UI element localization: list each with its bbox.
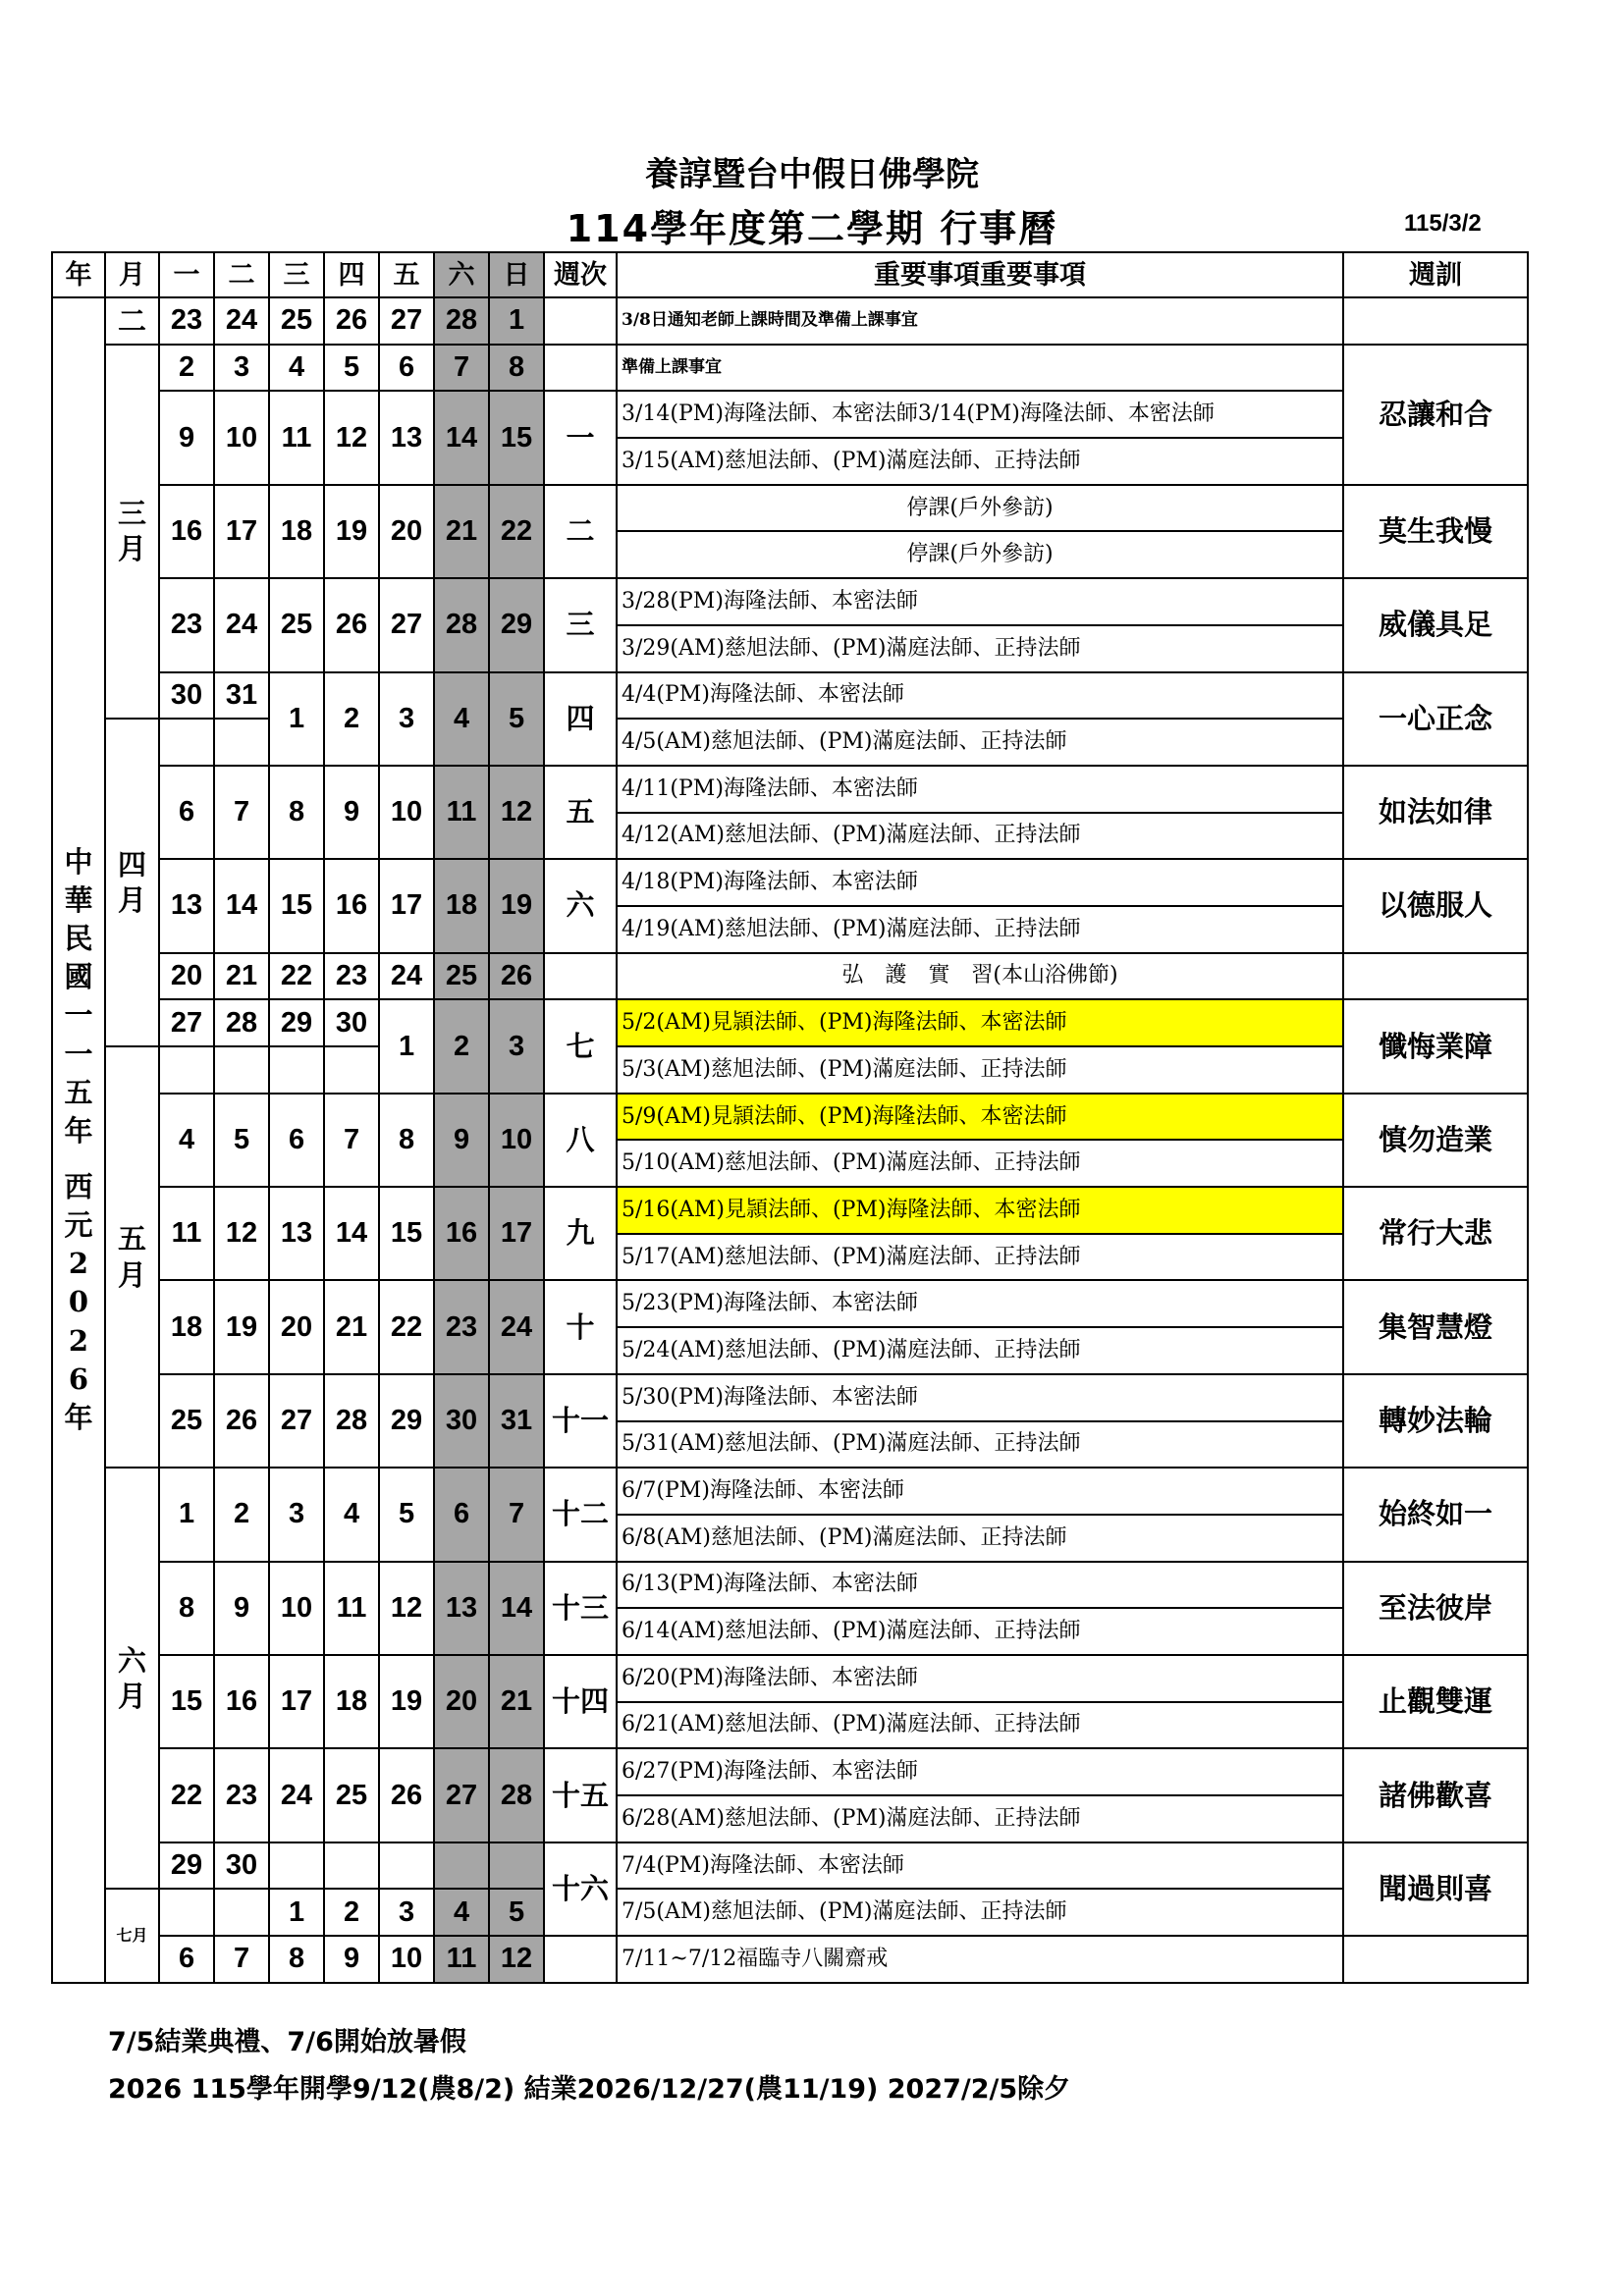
date-cell: 26 [214, 1374, 269, 1468]
date-cell: 9 [214, 1562, 269, 1655]
date-cell: 11 [324, 1562, 379, 1655]
date-cell: 12 [489, 1936, 544, 1983]
date-cell: 29 [269, 999, 324, 1046]
date-cell: 29 [379, 1374, 434, 1468]
empty-week-cell [544, 953, 617, 1000]
empty-date-cell [324, 1046, 379, 1094]
date-cell: 17 [214, 485, 269, 578]
event-text: 3/14(PM)海隆法師、本密法師3/14(PM)海隆法師、本密法師 [617, 391, 1343, 438]
empty-motto-cell [1343, 953, 1528, 1000]
column-header: 日 [489, 252, 544, 297]
year-char: 民 [64, 922, 93, 956]
week-number: 十一 [544, 1374, 617, 1468]
weekly-motto: 始終如一 [1343, 1468, 1528, 1561]
footer-note-1: 7/5結業典禮、7/6開始放暑假 [108, 2027, 466, 2057]
year-char: 華 [64, 882, 93, 917]
week-number: 十五 [544, 1748, 617, 1842]
date-cell: 10 [379, 766, 434, 859]
date-cell: 12 [324, 391, 379, 484]
date-cell: 25 [159, 1374, 214, 1468]
weekly-motto: 莫生我慢 [1343, 485, 1528, 578]
weekly-motto: 忍讓和合 [1343, 345, 1528, 485]
date-cell: 6 [379, 345, 434, 392]
weekly-motto: 如法如律 [1343, 766, 1528, 859]
week-number: 十三 [544, 1562, 617, 1655]
year-label [52, 297, 105, 1983]
date-cell: 10 [489, 1094, 544, 1187]
empty-date-cell [269, 1046, 324, 1094]
date-cell: 4 [324, 1468, 379, 1561]
event-text: 6/28(AM)慈旭法師、(PM)滿庭法師、正持法師 [617, 1795, 1343, 1842]
table-row [52, 1094, 1528, 1141]
column-header: 年 [52, 252, 105, 297]
week-number: 十 [544, 1280, 617, 1373]
table-row [52, 859, 1528, 906]
date-cell: 21 [324, 1280, 379, 1373]
event-text: 3/8日通知老師上課時間及準備上課事宜 [617, 297, 1343, 345]
column-header: 月 [105, 252, 159, 297]
date-cell: 27 [269, 1374, 324, 1468]
table-row [52, 391, 1528, 438]
event-text: 5/31(AM)慈旭法師、(PM)滿庭法師、正持法師 [617, 1421, 1343, 1468]
date-cell: 25 [434, 953, 489, 1000]
table-row [52, 345, 1528, 392]
date-cell: 3 [269, 1468, 324, 1561]
table-row [52, 1936, 1528, 1983]
table-row [52, 766, 1528, 813]
page-title: 養諄暨台中假日佛學院 [645, 155, 979, 194]
date-cell: 8 [489, 345, 544, 392]
month-label: 三月 [105, 345, 159, 720]
empty-week-cell [544, 297, 617, 345]
table-row [52, 485, 1528, 532]
table-row [52, 1842, 1528, 1890]
year-char: 元 [64, 1208, 93, 1243]
week-number: 九 [544, 1187, 617, 1280]
date-cell: 10 [214, 391, 269, 484]
date-cell: 2 [324, 672, 379, 766]
table-row [52, 578, 1528, 625]
date-cell: 9 [324, 1936, 379, 1983]
date-cell: 18 [434, 859, 489, 952]
date-cell: 14 [324, 1187, 379, 1280]
year-char: 中 [64, 844, 93, 879]
date-cell: 23 [324, 953, 379, 1000]
date-cell: 23 [159, 578, 214, 671]
table-row [52, 1655, 1528, 1702]
column-header: 週訓 [1343, 252, 1528, 297]
weekly-motto: 至法彼岸 [1343, 1562, 1528, 1655]
year-char: 2 [68, 1247, 89, 1281]
date-cell: 18 [269, 485, 324, 578]
date-cell: 13 [269, 1187, 324, 1280]
table-row [52, 1748, 1528, 1795]
event-text: 5/2(AM)見頴法師、(PM)海隆法師、本密法師 [617, 999, 1343, 1046]
empty-date-cell [324, 1842, 379, 1890]
event-text: 5/30(PM)海隆法師、本密法師 [617, 1374, 1343, 1421]
empty-week-cell [544, 345, 617, 392]
event-text: 7/4(PM)海隆法師、本密法師 [617, 1842, 1343, 1890]
date-cell: 16 [324, 859, 379, 952]
column-header: 重要事項重要事項 [617, 252, 1343, 297]
date-cell: 5 [489, 1889, 544, 1936]
year-char: 6 [68, 1362, 89, 1396]
weekly-motto: 慎勿造業 [1343, 1094, 1528, 1187]
month-label: 四月 [105, 719, 159, 1046]
date-cell: 4 [159, 1094, 214, 1187]
date-cell: 30 [214, 1842, 269, 1890]
date-cell: 4 [269, 345, 324, 392]
date-cell: 1 [489, 297, 544, 345]
table-row [52, 672, 1528, 720]
event-text: 4/11(PM)海隆法師、本密法師 [617, 766, 1343, 813]
column-header: 五 [379, 252, 434, 297]
column-header: 週次 [544, 252, 617, 297]
date-cell: 3 [379, 1889, 434, 1936]
date-cell: 29 [489, 578, 544, 671]
event-text: 5/3(AM)慈旭法師、(PM)滿庭法師、正持法師 [617, 1046, 1343, 1094]
date-cell: 9 [434, 1094, 489, 1187]
week-number: 十二 [544, 1468, 617, 1561]
date-cell: 20 [269, 1280, 324, 1373]
event-text: 5/23(PM)海隆法師、本密法師 [617, 1280, 1343, 1327]
empty-motto-cell [1343, 1936, 1528, 1983]
year-char: 2 [68, 1323, 89, 1358]
page-subtitle: 114學年度第二學期 行事曆 [566, 207, 1058, 250]
date-cell: 18 [159, 1280, 214, 1373]
date-cell: 15 [269, 859, 324, 952]
weekly-motto: 威儀具足 [1343, 578, 1528, 671]
date-cell: 19 [324, 485, 379, 578]
date-cell: 11 [159, 1187, 214, 1280]
weekly-motto: 止觀雙運 [1343, 1655, 1528, 1748]
week-number: 七 [544, 999, 617, 1093]
week-number: 四 [544, 672, 617, 766]
date-cell: 23 [214, 1748, 269, 1842]
date-cell: 26 [489, 953, 544, 1000]
event-text: 6/21(AM)慈旭法師、(PM)滿庭法師、正持法師 [617, 1702, 1343, 1749]
date-cell: 5 [489, 672, 544, 766]
table-row [52, 1046, 1528, 1094]
event-text: 5/9(AM)見頴法師、(PM)海隆法師、本密法師 [617, 1094, 1343, 1141]
event-text: 4/18(PM)海隆法師、本密法師 [617, 859, 1343, 906]
date-cell: 2 [434, 999, 489, 1093]
table-row [52, 1187, 1528, 1234]
event-text: 6/14(AM)慈旭法師、(PM)滿庭法師、正持法師 [617, 1608, 1343, 1655]
year-char: 年 [64, 1113, 93, 1148]
date-cell: 7 [489, 1468, 544, 1561]
week-number: 三 [544, 578, 617, 671]
date-cell: 20 [434, 1655, 489, 1748]
column-header: 三 [269, 252, 324, 297]
table-row [52, 999, 1528, 1046]
date-cell: 11 [434, 1936, 489, 1983]
event-text: 5/16(AM)見頴法師、(PM)海隆法師、本密法師 [617, 1187, 1343, 1234]
footer-note-2: 2026 115學年開學9/12(農8/2) 結業2026/12/27(農11/19) 2027/2/5除夕 [108, 2074, 1071, 2105]
date-cell: 6 [159, 1936, 214, 1983]
date-cell: 6 [269, 1094, 324, 1187]
table-row [52, 1468, 1528, 1515]
date-cell: 12 [489, 766, 544, 859]
empty-week-cell [544, 1936, 617, 1983]
date-cell: 7 [434, 345, 489, 392]
event-text: 3/28(PM)海隆法師、本密法師 [617, 578, 1343, 625]
date-cell: 4 [434, 1889, 489, 1936]
date-cell: 1 [269, 672, 324, 766]
date-cell: 13 [434, 1562, 489, 1655]
event-text: 6/8(AM)慈旭法師、(PM)滿庭法師、正持法師 [617, 1515, 1343, 1562]
month-label: 六月 [105, 1468, 159, 1889]
year-char: 一 [64, 1037, 93, 1071]
event-text: 5/24(AM)慈旭法師、(PM)滿庭法師、正持法師 [617, 1327, 1343, 1374]
date-cell: 14 [434, 391, 489, 484]
weekly-motto: 以德服人 [1343, 859, 1528, 952]
header-row [52, 252, 1528, 297]
date-cell: 16 [214, 1655, 269, 1748]
week-number: 十六 [544, 1842, 617, 1936]
date-cell: 31 [489, 1374, 544, 1468]
year-char: 年 [64, 1400, 93, 1434]
date-cell: 21 [489, 1655, 544, 1748]
date-cell: 14 [214, 859, 269, 952]
date-cell: 8 [269, 1936, 324, 1983]
column-header: 二 [214, 252, 269, 297]
empty-date-cell [214, 719, 269, 766]
date-cell: 18 [324, 1655, 379, 1748]
empty-date-cell [159, 1889, 214, 1936]
version-date: 115/3/2 [1404, 210, 1482, 237]
date-cell: 23 [434, 1280, 489, 1373]
date-cell: 11 [434, 766, 489, 859]
date-cell: 13 [379, 391, 434, 484]
date-cell: 4 [434, 672, 489, 766]
empty-date-cell [434, 1842, 489, 1890]
event-text: 停課(戶外參訪) [617, 531, 1343, 578]
date-cell: 26 [379, 1748, 434, 1842]
column-header: 四 [324, 252, 379, 297]
date-cell: 8 [159, 1562, 214, 1655]
date-cell: 21 [214, 953, 269, 1000]
weekly-motto: 諸佛歡喜 [1343, 1748, 1528, 1842]
date-cell: 8 [269, 766, 324, 859]
date-cell: 30 [159, 672, 214, 720]
date-cell: 26 [324, 297, 379, 345]
event-text: 準備上課事宜 [617, 345, 1343, 392]
week-number: 十四 [544, 1655, 617, 1748]
date-cell: 25 [324, 1748, 379, 1842]
weekly-motto: 集智慧燈 [1343, 1280, 1528, 1373]
year-char [53, 1150, 104, 1168]
table-row [52, 953, 1528, 1000]
date-cell: 7 [214, 1936, 269, 1983]
date-cell: 5 [324, 345, 379, 392]
year-char: 0 [68, 1285, 89, 1319]
date-cell: 28 [324, 1374, 379, 1468]
event-text: 弘 護 實 習(本山浴佛節) [617, 953, 1343, 1000]
event-text: 5/17(AM)慈旭法師、(PM)滿庭法師、正持法師 [617, 1234, 1343, 1281]
date-cell: 9 [324, 766, 379, 859]
event-text: 3/15(AM)慈旭法師、(PM)滿庭法師、正持法師 [617, 438, 1343, 485]
week-number: 一 [544, 391, 617, 484]
month-label: 七月 [105, 1889, 159, 1982]
event-text: 停課(戶外參訪) [617, 485, 1343, 532]
date-cell: 2 [214, 1468, 269, 1561]
date-cell: 16 [434, 1187, 489, 1280]
event-text: 6/27(PM)海隆法師、本密法師 [617, 1748, 1343, 1795]
date-cell: 1 [379, 999, 434, 1093]
weekly-motto: 懺悔業障 [1343, 999, 1528, 1093]
date-cell: 6 [159, 766, 214, 859]
month-label: 二 [105, 297, 159, 345]
date-cell: 5 [379, 1468, 434, 1561]
date-cell: 17 [379, 859, 434, 952]
date-cell: 22 [379, 1280, 434, 1373]
weekly-motto: 聞過則喜 [1343, 1842, 1528, 1936]
weekly-motto: 轉妙法輪 [1343, 1374, 1528, 1468]
empty-date-cell [159, 1046, 214, 1094]
event-text: 4/5(AM)慈旭法師、(PM)滿庭法師、正持法師 [617, 719, 1343, 766]
weekly-motto: 常行大悲 [1343, 1187, 1528, 1280]
date-cell: 24 [379, 953, 434, 1000]
event-text: 3/29(AM)慈旭法師、(PM)滿庭法師、正持法師 [617, 625, 1343, 672]
date-cell: 24 [214, 578, 269, 671]
date-cell: 22 [489, 485, 544, 578]
date-cell: 10 [269, 1562, 324, 1655]
date-cell: 28 [214, 999, 269, 1046]
column-header: 六 [434, 252, 489, 297]
week-number: 六 [544, 859, 617, 952]
date-cell: 17 [489, 1187, 544, 1280]
date-cell: 2 [324, 1889, 379, 1936]
empty-date-cell [489, 1842, 544, 1890]
event-text: 4/12(AM)慈旭法師、(PM)滿庭法師、正持法師 [617, 813, 1343, 860]
empty-date-cell [214, 1046, 269, 1094]
table-row [52, 1562, 1528, 1609]
date-cell: 28 [434, 297, 489, 345]
column-header: 一 [159, 252, 214, 297]
date-cell: 21 [434, 485, 489, 578]
event-text: 6/13(PM)海隆法師、本密法師 [617, 1562, 1343, 1609]
table-row [52, 297, 1528, 345]
date-cell: 8 [379, 1094, 434, 1187]
table-row [52, 1889, 1528, 1936]
date-cell: 1 [159, 1468, 214, 1561]
date-cell: 15 [159, 1655, 214, 1748]
date-cell: 29 [159, 1842, 214, 1890]
date-cell: 27 [379, 297, 434, 345]
date-cell: 17 [269, 1655, 324, 1748]
date-cell: 24 [269, 1748, 324, 1842]
date-cell: 25 [269, 297, 324, 345]
date-cell: 15 [489, 391, 544, 484]
date-cell: 22 [269, 953, 324, 1000]
date-cell: 30 [434, 1374, 489, 1468]
date-cell: 5 [214, 1094, 269, 1187]
date-cell: 27 [434, 1748, 489, 1842]
week-number: 八 [544, 1094, 617, 1187]
date-cell: 30 [324, 999, 379, 1046]
calendar-table [51, 251, 1529, 1984]
date-cell: 22 [159, 1748, 214, 1842]
date-cell: 14 [489, 1562, 544, 1655]
date-cell: 27 [159, 999, 214, 1046]
date-cell: 27 [379, 578, 434, 671]
event-text: 4/19(AM)慈旭法師、(PM)滿庭法師、正持法師 [617, 906, 1343, 953]
event-text: 7/5(AM)慈旭法師、(PM)滿庭法師、正持法師 [617, 1889, 1343, 1936]
event-text: 6/7(PM)海隆法師、本密法師 [617, 1468, 1343, 1515]
event-text: 4/4(PM)海隆法師、本密法師 [617, 672, 1343, 720]
year-char: 一 [64, 998, 93, 1033]
date-cell: 16 [159, 485, 214, 578]
empty-date-cell [269, 1842, 324, 1890]
date-cell: 20 [379, 485, 434, 578]
date-cell: 6 [434, 1468, 489, 1561]
date-cell: 13 [159, 859, 214, 952]
year-char: 西 [64, 1169, 93, 1203]
weekly-motto: 一心正念 [1343, 672, 1528, 766]
week-number: 五 [544, 766, 617, 859]
date-cell: 19 [379, 1655, 434, 1748]
date-cell: 28 [434, 578, 489, 671]
date-cell: 19 [214, 1280, 269, 1373]
year-char: 五 [64, 1075, 93, 1109]
date-cell: 15 [379, 1187, 434, 1280]
date-cell: 7 [214, 766, 269, 859]
date-cell: 10 [379, 1936, 434, 1983]
event-text: 5/10(AM)慈旭法師、(PM)滿庭法師、正持法師 [617, 1140, 1343, 1187]
date-cell: 20 [159, 953, 214, 1000]
date-cell: 28 [489, 1748, 544, 1842]
date-cell: 3 [489, 999, 544, 1093]
month-label: 五月 [105, 1046, 159, 1468]
empty-date-cell [379, 1842, 434, 1890]
date-cell: 7 [324, 1094, 379, 1187]
date-cell: 12 [379, 1562, 434, 1655]
date-cell: 1 [269, 1889, 324, 1936]
empty-motto-cell [1343, 297, 1528, 345]
date-cell: 3 [214, 345, 269, 392]
event-text: 7/11~7/12福臨寺八關齋戒 [617, 1936, 1343, 1983]
date-cell: 25 [269, 578, 324, 671]
date-cell: 19 [489, 859, 544, 952]
empty-date-cell [214, 1889, 269, 1936]
date-cell: 9 [159, 391, 214, 484]
date-cell: 2 [159, 345, 214, 392]
date-cell: 3 [379, 672, 434, 766]
date-cell: 24 [489, 1280, 544, 1373]
date-cell: 26 [324, 578, 379, 671]
year-char: 國 [64, 960, 93, 994]
table-row [52, 1374, 1528, 1421]
date-cell: 11 [269, 391, 324, 484]
date-cell: 23 [159, 297, 214, 345]
table-row [52, 1280, 1528, 1327]
event-text: 6/20(PM)海隆法師、本密法師 [617, 1655, 1343, 1702]
empty-date-cell [159, 719, 214, 766]
date-cell: 31 [214, 672, 269, 720]
date-cell: 24 [214, 297, 269, 345]
week-number: 二 [544, 485, 617, 578]
date-cell: 12 [214, 1187, 269, 1280]
